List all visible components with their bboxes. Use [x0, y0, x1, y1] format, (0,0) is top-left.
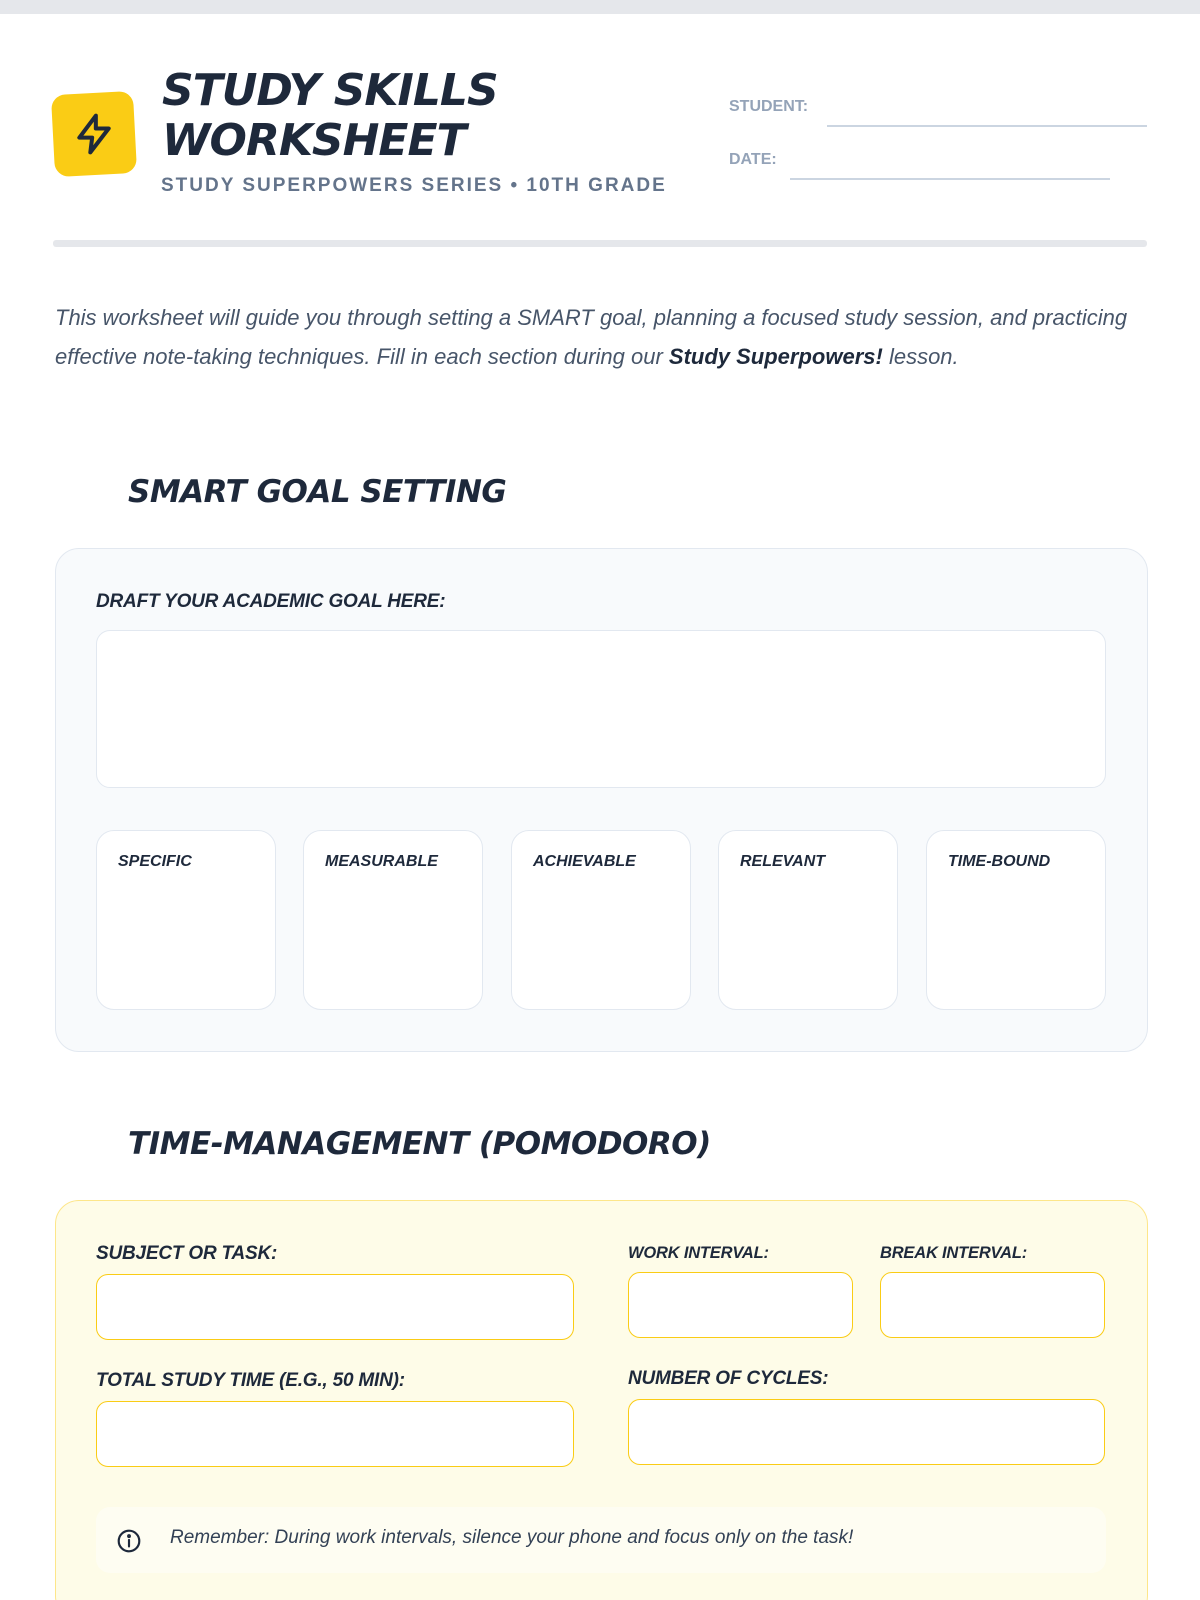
info-circle-icon [116, 1528, 142, 1554]
smart-section-title: SMART GOAL SETTING [128, 474, 507, 510]
logo [51, 91, 137, 177]
intro-text-before: This worksheet will guide you through setting a SMART goal, planning a focused study session, and practicing effective note-taking techniques. Fill in each section during our [55, 305, 1128, 369]
header-divider [53, 240, 1147, 247]
break-interval-label: BREAK INTERVAL: [880, 1244, 1028, 1262]
goal-label: DRAFT YOUR ACADEMIC GOAL HERE: [96, 591, 446, 612]
subject-label: SUBJECT OR TASK: [96, 1243, 278, 1264]
smart-card-achievable[interactable] [511, 830, 691, 1010]
series-subtitle: STUDY SUPERPOWERS SERIES • 10TH GRADE [161, 175, 667, 196]
goal-input[interactable] [96, 630, 1106, 788]
intro-paragraph [55, 299, 1145, 376]
break-interval-input[interactable] [880, 1272, 1105, 1338]
student-label: STUDENT: [729, 98, 809, 115]
subject-input[interactable] [96, 1274, 574, 1340]
top-bar [0, 0, 1200, 14]
smart-card-label: SPECIFIC [118, 853, 192, 870]
smart-card-measurable[interactable] [303, 830, 483, 1010]
intro-text-after: lesson. [882, 343, 959, 369]
lightning-bolt-icon [72, 112, 116, 156]
date-field[interactable] [790, 178, 1110, 180]
total-time-input[interactable] [96, 1401, 574, 1467]
page-title: STUDY SKILLS WORKSHEET [162, 65, 498, 166]
smart-card-time-bound[interactable] [926, 830, 1106, 1010]
smart-card-label: MEASURABLE [325, 853, 438, 870]
date-label: DATE: [729, 151, 777, 168]
cycles-input[interactable] [628, 1399, 1105, 1465]
reminder-text: Remember: During work intervals, silence your phone and focus only on the task! [170, 1527, 854, 1548]
smart-card-label: RELEVANT [740, 853, 826, 870]
total-time-label: TOTAL STUDY TIME (E.G., 50 MIN): [96, 1370, 405, 1391]
student-name-field[interactable] [827, 125, 1147, 127]
pomodoro-section-title: TIME-MANAGEMENT (POMODORO) [128, 1126, 711, 1162]
smart-card-label: TIME-BOUND [948, 853, 1051, 870]
smart-card-relevant[interactable] [718, 830, 898, 1010]
work-interval-input[interactable] [628, 1272, 853, 1338]
smart-card-specific[interactable] [96, 830, 276, 1010]
cycles-label: NUMBER OF CYCLES: [628, 1368, 829, 1389]
work-interval-label: WORK INTERVAL: [628, 1244, 769, 1262]
intro-emphasis: Study Superpowers! [668, 343, 883, 369]
smart-card-label: ACHIEVABLE [533, 853, 636, 870]
